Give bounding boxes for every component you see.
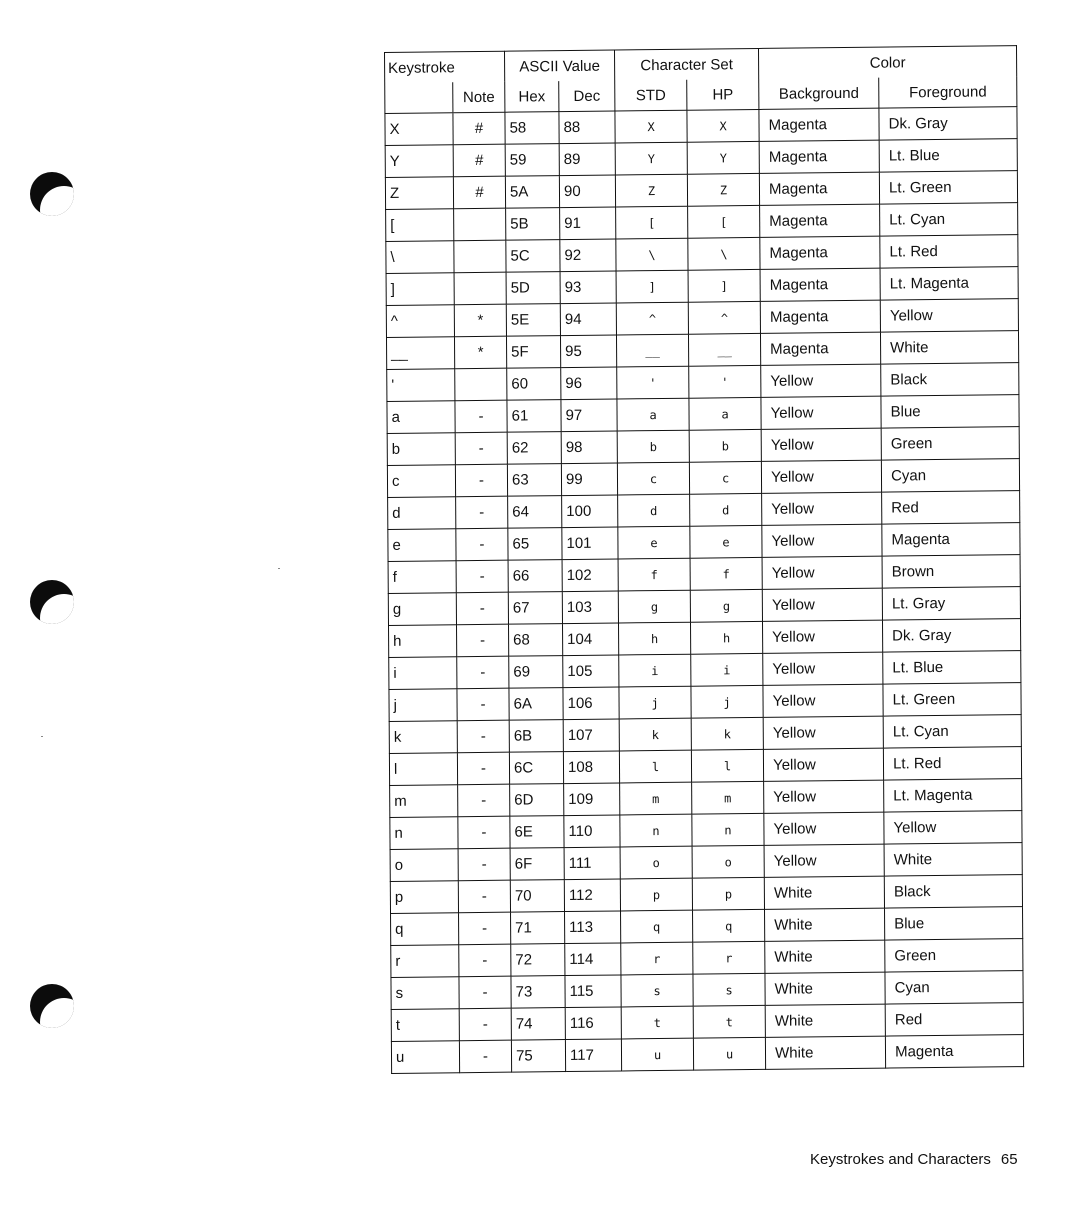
hex-cell: 5B: [506, 208, 560, 241]
color-header: Color: [759, 46, 1017, 79]
background-color-cell: Magenta: [760, 268, 880, 301]
background-color-cell: Magenta: [759, 108, 879, 141]
foreground-color-cell: Lt. Red: [880, 235, 1018, 268]
dec-cell: 89: [559, 143, 615, 176]
background-color-cell: Yellow: [764, 780, 884, 813]
note-cell: -: [457, 720, 509, 753]
std-char-cell: p: [620, 878, 692, 911]
std-char-cell: __: [617, 334, 689, 367]
background-color-cell: White: [765, 1036, 885, 1069]
hp-char-cell: i: [691, 653, 763, 686]
note-cell: -: [458, 816, 510, 849]
foreground-color-cell: Lt. Red: [883, 747, 1021, 780]
note-cell: -: [456, 592, 508, 625]
foreground-color-cell: White: [881, 331, 1019, 364]
keystroke-cell: s: [391, 977, 459, 1010]
dec-cell: 114: [565, 943, 621, 976]
hp-char-cell: k: [691, 717, 763, 750]
hex-cell: 74: [511, 1008, 565, 1041]
hp-char-cell: p: [692, 877, 764, 910]
dec-cell: 101: [562, 527, 618, 560]
std-char-cell: o: [620, 846, 692, 879]
background-color-cell: Magenta: [760, 300, 880, 333]
background-color-cell: Yellow: [761, 364, 881, 397]
foreground-color-cell: Yellow: [880, 299, 1018, 332]
background-color-cell: White: [765, 940, 885, 973]
std-header: STD: [615, 80, 687, 111]
table-body: [385, 107, 1024, 1074]
footer-section-title: Keystrokes and Characters: [810, 1151, 991, 1168]
hp-char-cell: s: [693, 973, 765, 1006]
hp-char-cell: r: [693, 941, 765, 974]
keystroke-cell: __: [386, 337, 454, 370]
hp-char-cell: Z: [687, 173, 759, 206]
std-char-cell: q: [621, 910, 693, 943]
background-color-cell: Yellow: [764, 812, 884, 845]
background-header: Background: [759, 78, 879, 110]
std-char-cell: \: [616, 238, 688, 271]
dec-cell: 112: [564, 879, 620, 912]
hex-cell: 58: [505, 112, 559, 145]
background-color-cell: Magenta: [760, 236, 880, 269]
background-color-cell: Yellow: [761, 460, 881, 493]
foreground-color-cell: Cyan: [885, 971, 1023, 1004]
foreground-color-cell: Cyan: [881, 459, 1019, 492]
background-color-cell: Yellow: [762, 524, 882, 557]
background-color-cell: Yellow: [763, 652, 883, 685]
keystroke-cell: b: [387, 433, 455, 466]
background-color-cell: Yellow: [763, 716, 883, 749]
hp-char-cell: \: [688, 237, 760, 270]
hp-char-cell: Y: [687, 141, 759, 174]
hex-cell: 70: [510, 880, 564, 913]
std-char-cell: u: [621, 1038, 693, 1071]
keystroke-cell: j: [389, 689, 457, 722]
foreground-color-cell: Green: [881, 427, 1019, 460]
background-color-cell: Yellow: [761, 428, 881, 461]
note-cell: -: [456, 496, 508, 529]
hp-char-cell: h: [691, 621, 763, 654]
std-char-cell: e: [618, 526, 690, 559]
foreground-color-cell: Black: [881, 363, 1019, 396]
note-cell: -: [455, 432, 507, 465]
dec-cell: 102: [562, 559, 618, 592]
hex-cell: 63: [507, 464, 561, 497]
foreground-color-cell: Green: [885, 939, 1023, 972]
foreground-color-cell: Lt. Magenta: [884, 779, 1022, 812]
foreground-color-cell: Magenta: [882, 523, 1020, 556]
dec-cell: 94: [560, 303, 616, 336]
foreground-color-cell: Dk. Gray: [879, 107, 1017, 140]
hex-cell: 5F: [507, 336, 561, 369]
keystroke-cell: r: [391, 945, 459, 978]
background-color-cell: Yellow: [764, 844, 884, 877]
std-char-cell: t: [621, 1006, 693, 1039]
std-char-cell: k: [619, 718, 691, 751]
foreground-color-cell: Lt. Blue: [883, 651, 1021, 684]
dec-cell: 96: [561, 367, 617, 400]
ascii-value-header: ASCII Value: [505, 50, 615, 82]
background-color-cell: Yellow: [763, 684, 883, 717]
dec-cell: 90: [559, 175, 615, 208]
hp-char-cell: t: [693, 1005, 765, 1038]
hp-char-cell: e: [690, 525, 762, 558]
foreground-color-cell: White: [884, 843, 1022, 876]
background-color-cell: Yellow: [762, 588, 882, 621]
note-cell: *: [454, 304, 506, 337]
note-cell: -: [459, 912, 511, 945]
dec-cell: 97: [561, 399, 617, 432]
keystroke-header: Keystroke: [385, 51, 505, 83]
hex-cell: 66: [508, 560, 562, 593]
background-color-cell: Magenta: [759, 140, 879, 173]
std-char-cell: [: [616, 206, 688, 239]
hp-char-cell: d: [690, 493, 762, 526]
hp-char-cell: q: [693, 909, 765, 942]
dec-cell: 95: [561, 335, 617, 368]
std-char-cell: a: [617, 398, 689, 431]
std-char-cell: Z: [615, 174, 687, 207]
foreground-color-cell: Lt. Gray: [882, 587, 1020, 620]
keystroke-cell: q: [391, 913, 459, 946]
std-char-cell: Y: [615, 142, 687, 175]
dec-cell: 88: [559, 111, 615, 144]
hp-char-cell: [: [688, 205, 760, 238]
std-char-cell: f: [618, 558, 690, 591]
background-color-cell: White: [765, 1004, 885, 1037]
std-char-cell: X: [615, 110, 687, 143]
std-char-cell: j: [619, 686, 691, 719]
foreground-color-cell: Lt. Green: [879, 171, 1017, 204]
note-cell: -: [458, 880, 510, 913]
hp-char-cell: m: [692, 781, 764, 814]
foreground-color-cell: Lt. Green: [883, 683, 1021, 716]
std-char-cell: g: [618, 590, 690, 623]
hex-cell: 6F: [510, 848, 564, 881]
note-cell: -: [456, 528, 508, 561]
std-char-cell: n: [620, 814, 692, 847]
std-char-cell: ]: [616, 270, 688, 303]
foreground-color-cell: Blue: [881, 395, 1019, 428]
std-char-cell: s: [621, 974, 693, 1007]
foreground-color-cell: Lt. Blue: [879, 139, 1017, 172]
std-char-cell: h: [619, 622, 691, 655]
dec-header: Dec: [559, 81, 615, 112]
keystroke-cell: Y: [385, 145, 453, 178]
background-color-cell: Magenta: [760, 204, 880, 237]
hp-char-cell: ]: [688, 269, 760, 302]
foreground-color-cell: Yellow: [884, 811, 1022, 844]
dec-cell: 98: [561, 431, 617, 464]
background-color-cell: White: [765, 908, 885, 941]
background-color-cell: Magenta: [759, 172, 879, 205]
scan-speck: [278, 568, 280, 569]
hex-cell: 75: [511, 1040, 565, 1073]
hex-header: Hex: [505, 81, 559, 112]
std-char-cell: c: [617, 462, 689, 495]
dec-cell: 108: [563, 751, 619, 784]
hex-cell: 73: [511, 976, 565, 1009]
std-char-cell: m: [620, 782, 692, 815]
dec-cell: 91: [560, 207, 616, 240]
hex-cell: 59: [505, 144, 559, 177]
note-cell: -: [458, 784, 510, 817]
hex-cell: 68: [509, 624, 563, 657]
dec-cell: 117: [565, 1039, 621, 1072]
hex-cell: 6D: [510, 784, 564, 817]
keystroke-cell: a: [387, 401, 455, 434]
foreground-color-cell: Lt. Cyan: [883, 715, 1021, 748]
hex-cell: 5C: [506, 240, 560, 273]
hp-char-cell: c: [689, 461, 761, 494]
dec-cell: 93: [560, 271, 616, 304]
keystroke-cell: u: [391, 1041, 459, 1074]
keystroke-character-table: [384, 45, 1024, 1074]
hp-char-cell: X: [687, 109, 759, 142]
background-color-cell: Yellow: [761, 396, 881, 429]
keystroke-cell: h: [389, 625, 457, 658]
background-color-cell: Yellow: [763, 748, 883, 781]
note-cell: -: [459, 944, 511, 977]
foreground-color-cell: Blue: [885, 907, 1023, 940]
hex-cell: 64: [508, 496, 562, 529]
hex-cell: 6C: [509, 752, 563, 785]
std-char-cell: i: [619, 654, 691, 687]
hex-cell: 5A: [505, 176, 559, 209]
keystroke-cell: ^: [386, 305, 454, 338]
binder-hole-top: [30, 172, 74, 216]
note-cell: #: [453, 176, 505, 209]
keystroke-cell: f: [388, 561, 456, 594]
hp-char-cell: o: [692, 845, 764, 878]
keystroke-cell: t: [391, 1009, 459, 1042]
note-cell: -: [458, 848, 510, 881]
background-color-cell: White: [764, 876, 884, 909]
hp-char-cell: g: [690, 589, 762, 622]
keystroke-cell: m: [390, 785, 458, 818]
keystroke-cell: Z: [385, 177, 453, 210]
keystroke-cell: k: [389, 721, 457, 754]
keystroke-cell: n: [390, 817, 458, 850]
std-char-cell: l: [619, 750, 691, 783]
note-cell: -: [459, 976, 511, 1009]
keystroke-subheader-blank: [385, 82, 453, 113]
binder-hole-middle: [30, 580, 74, 624]
foreground-color-cell: Brown: [882, 555, 1020, 588]
note-cell: [454, 240, 506, 273]
keystroke-cell: c: [387, 465, 455, 498]
hp-char-cell: a: [689, 397, 761, 430]
std-char-cell: ': [617, 366, 689, 399]
note-cell: -: [455, 464, 507, 497]
background-color-cell: Yellow: [763, 620, 883, 653]
dec-cell: 115: [565, 975, 621, 1008]
foreground-color-cell: Red: [885, 1003, 1023, 1036]
dec-cell: 92: [560, 239, 616, 272]
scan-speck: [41, 736, 43, 737]
background-color-cell: Yellow: [762, 556, 882, 589]
hp-char-cell: l: [691, 749, 763, 782]
foreground-color-cell: Magenta: [885, 1035, 1023, 1068]
hp-char-cell: ^: [688, 301, 760, 334]
binder-hole-bottom: [30, 984, 74, 1028]
hp-char-cell: n: [692, 813, 764, 846]
hex-cell: 72: [511, 944, 565, 977]
keystroke-cell: X: [385, 113, 453, 146]
dec-cell: 100: [562, 495, 618, 528]
dec-cell: 107: [563, 719, 619, 752]
foreground-color-cell: Dk. Gray: [883, 619, 1021, 652]
page-number: 65: [1000, 1151, 1018, 1168]
note-cell: -: [457, 688, 509, 721]
page-footer: [810, 1151, 1018, 1168]
hp-char-cell: __: [689, 333, 761, 366]
dec-cell: 111: [564, 847, 620, 880]
dec-cell: 106: [563, 687, 619, 720]
hex-cell: 6E: [510, 816, 564, 849]
hex-cell: 71: [511, 912, 565, 945]
foreground-color-cell: Red: [882, 491, 1020, 524]
background-color-cell: Yellow: [762, 492, 882, 525]
std-char-cell: b: [617, 430, 689, 463]
hex-cell: 62: [507, 432, 561, 465]
keystroke-cell: ': [387, 369, 455, 402]
hp-char-cell: ': [689, 365, 761, 398]
note-cell: -: [459, 1040, 511, 1073]
dec-cell: 113: [565, 911, 621, 944]
hp-char-cell: j: [691, 685, 763, 718]
keystroke-cell: o: [390, 849, 458, 882]
dec-cell: 110: [564, 815, 620, 848]
hp-char-cell: u: [693, 1037, 765, 1070]
keystroke-cell: i: [389, 657, 457, 690]
hex-cell: 60: [507, 368, 561, 401]
hex-cell: 6B: [509, 720, 563, 753]
hex-cell: 67: [508, 592, 562, 625]
note-cell: -: [459, 1008, 511, 1041]
note-cell: *: [454, 336, 506, 369]
table-row: [391, 1035, 1023, 1074]
note-cell: [454, 208, 506, 241]
std-char-cell: d: [618, 494, 690, 527]
keystroke-cell: g: [388, 593, 456, 626]
note-cell: #: [453, 112, 505, 145]
dec-cell: 99: [561, 463, 617, 496]
dec-cell: 105: [563, 655, 619, 688]
note-cell: -: [456, 560, 508, 593]
background-color-cell: Magenta: [761, 332, 881, 365]
character-set-header: Character Set: [615, 48, 759, 80]
dec-cell: 109: [564, 783, 620, 816]
foreground-color-cell: Black: [884, 875, 1022, 908]
dec-cell: 104: [563, 623, 619, 656]
keystroke-cell: [: [386, 209, 454, 242]
note-cell: [455, 368, 507, 401]
foreground-header: Foreground: [879, 76, 1017, 108]
keystroke-cell: l: [389, 753, 457, 786]
hex-cell: 6A: [509, 688, 563, 721]
hex-cell: 61: [507, 400, 561, 433]
note-cell: #: [453, 144, 505, 177]
hp-char-cell: b: [689, 429, 761, 462]
dec-cell: 116: [565, 1007, 621, 1040]
note-cell: -: [455, 400, 507, 433]
note-cell: -: [457, 656, 509, 689]
keystroke-cell: p: [390, 881, 458, 914]
foreground-color-cell: Lt. Magenta: [880, 267, 1018, 300]
note-cell: -: [457, 752, 509, 785]
keystroke-cell: ]: [386, 273, 454, 306]
hex-cell: 5E: [506, 304, 560, 337]
hp-char-cell: f: [690, 557, 762, 590]
background-color-cell: White: [765, 972, 885, 1005]
hp-header: HP: [687, 79, 759, 110]
note-cell: [454, 272, 506, 305]
std-char-cell: r: [621, 942, 693, 975]
keystroke-cell: e: [388, 529, 456, 562]
keystroke-cell: d: [388, 497, 456, 530]
hex-cell: 65: [508, 528, 562, 561]
note-header: Note: [453, 82, 505, 113]
hex-cell: 69: [509, 656, 563, 689]
dec-cell: 103: [562, 591, 618, 624]
note-cell: -: [457, 624, 509, 657]
std-char-cell: ^: [616, 302, 688, 335]
foreground-color-cell: Lt. Cyan: [880, 203, 1018, 236]
hex-cell: 5D: [506, 272, 560, 305]
keystroke-cell: \: [386, 241, 454, 274]
